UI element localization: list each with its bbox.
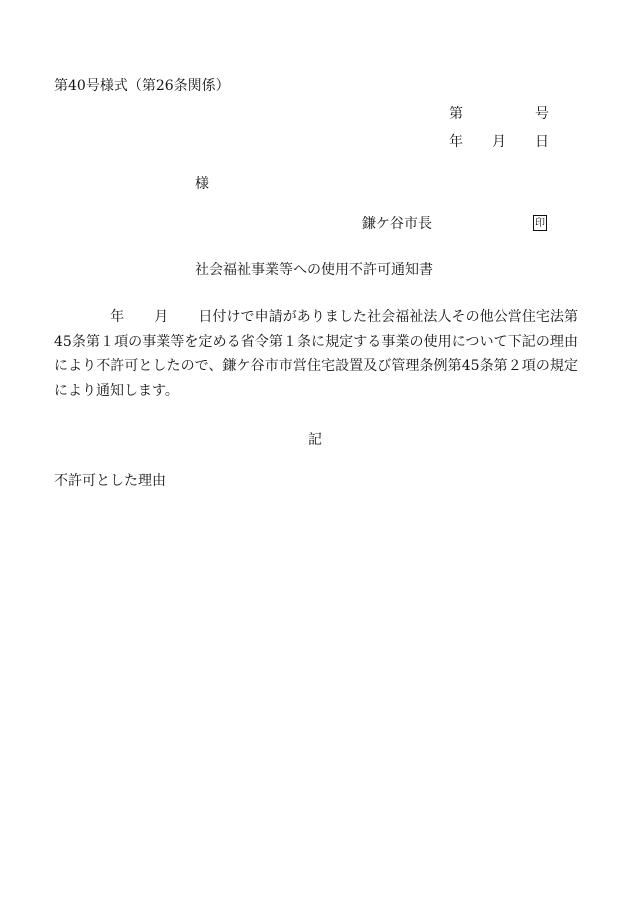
reason-label: 不許可とした理由 xyxy=(54,473,166,489)
date-year-label: 年 xyxy=(449,134,463,150)
seal-mark: 印 xyxy=(533,215,547,231)
body-month-label: 月 xyxy=(154,309,169,325)
body-year-label: 年 xyxy=(110,309,125,325)
notice-title: 社会福祉事業等への使用不許可通知書 xyxy=(195,262,433,278)
document-number-suffix: 号 xyxy=(535,106,549,122)
form-number: 第40号様式（第26条関係） xyxy=(54,78,230,94)
body-text: 日付けで申請がありました社会福祉法人その他公営住宅法第45条第１項の事業等を定める省令第１条に規定する事業の使用について下記の理由により不許可としたので、鎌ケ谷市市営住宅設置及び管理条例第45条第２項の規定により通知します。 xyxy=(54,309,579,399)
date-month-label: 月 xyxy=(492,134,506,150)
addressee-honorific: 様 xyxy=(195,176,209,192)
ki-heading: 記 xyxy=(308,432,322,448)
document-number-prefix: 第 xyxy=(449,106,463,122)
sender-title: 鎌ケ谷市長 xyxy=(362,216,432,232)
date-day-label: 日 xyxy=(535,134,549,150)
notice-body xyxy=(54,305,578,403)
